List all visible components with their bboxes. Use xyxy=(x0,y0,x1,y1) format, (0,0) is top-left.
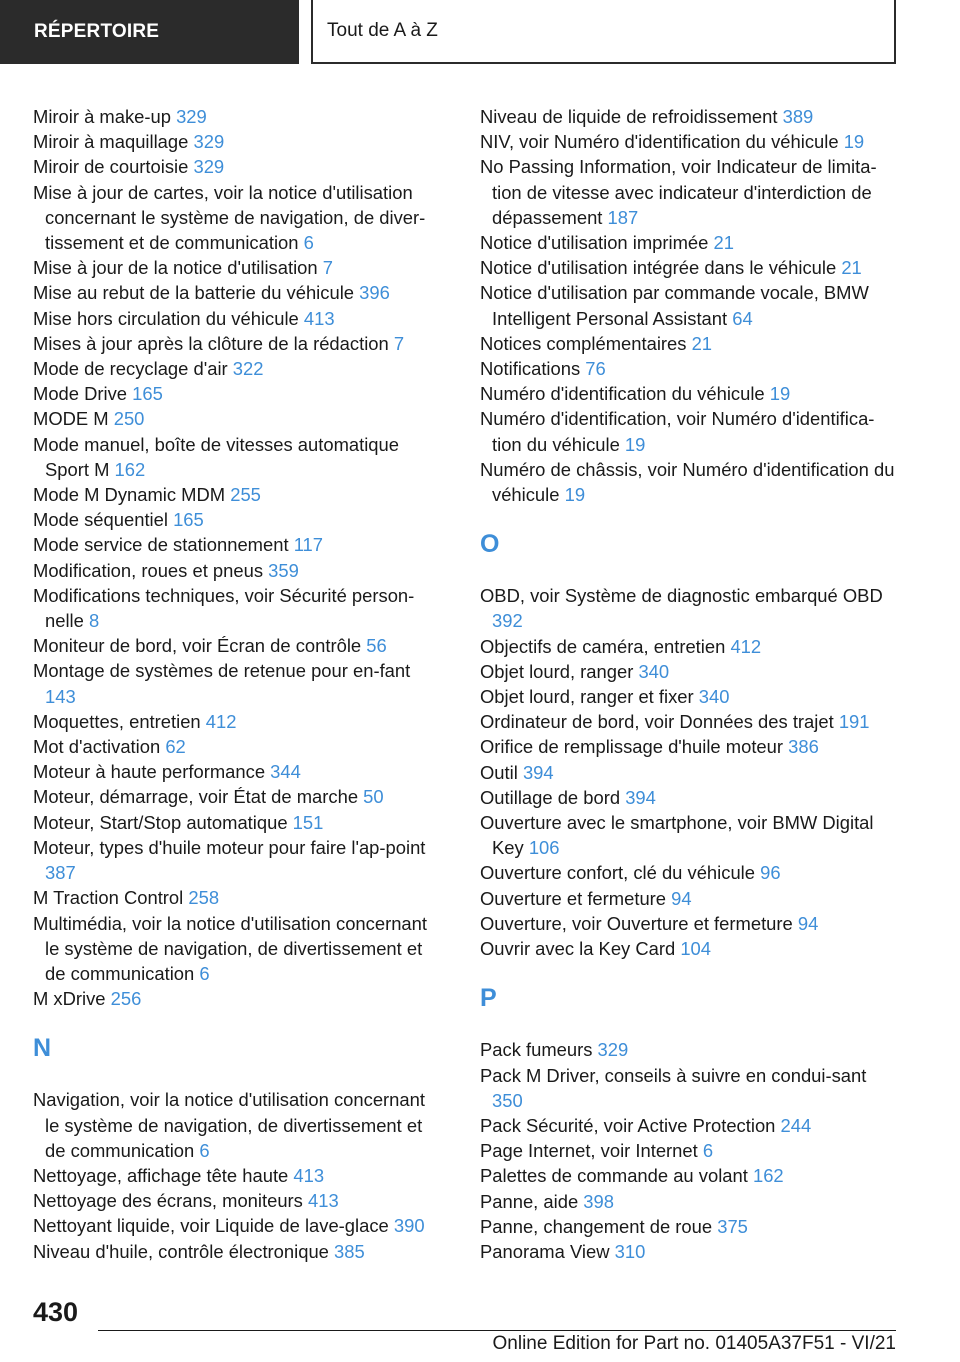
index-entry-text: Ouverture et fermeture xyxy=(480,887,672,909)
page-reference-link[interactable]: 19 xyxy=(769,383,791,405)
index-entry xyxy=(33,1087,443,1163)
index-entry xyxy=(33,356,443,381)
index-entry xyxy=(33,709,443,734)
page-reference-link[interactable]: 387 xyxy=(45,862,76,884)
index-entry xyxy=(33,911,443,987)
index-entry-text: Modifications techniques, voir Sécurité person‐nelle xyxy=(33,584,415,632)
index-entry xyxy=(33,406,443,431)
index-entry xyxy=(480,1163,895,1188)
index-entry xyxy=(480,1138,895,1163)
page-reference-link[interactable]: 104 xyxy=(680,938,712,960)
index-entry-text: Niveau de liquide de refroidissement xyxy=(480,106,783,127)
index-entry-text: Navigation, voir la notice d'utilisation concernant le système de navigation, de divertissement et de communication xyxy=(33,1089,425,1161)
index-entry-text: Ouverture, voir Ouverture et fermeture xyxy=(480,912,798,934)
index-entry-text: Miroir à make-up xyxy=(33,106,177,127)
index-entry xyxy=(33,381,443,406)
index-entry-text: Multimédia, voir la notice d'utilisation concernant le système de navigation, de divertissement et de communication xyxy=(33,912,427,984)
index-entry xyxy=(33,759,443,784)
index-entry-text: Panorama View xyxy=(480,1240,615,1262)
page-reference-link[interactable]: 329 xyxy=(193,156,225,178)
page-reference-link[interactable]: 19 xyxy=(624,433,646,455)
index-entry-text: Palettes de commande au volant xyxy=(480,1165,753,1187)
page-reference-link[interactable]: 394 xyxy=(522,761,554,783)
index-entry xyxy=(480,406,895,456)
index-entry xyxy=(480,936,895,961)
index-entry-text: Orifice de remplissage d'huile moteur xyxy=(480,736,789,758)
page-reference-link[interactable]: 394 xyxy=(625,786,656,808)
page-reference-link[interactable]: 19 xyxy=(843,131,865,153)
index-entry xyxy=(480,734,895,759)
index-entry-text: Notice d'utilisation par commande vocale, BMW Intelligent Personal Assistant xyxy=(480,282,869,329)
page-reference-link[interactable]: 19 xyxy=(564,484,586,506)
page-reference-link[interactable]: 6 xyxy=(199,962,210,984)
section-tab xyxy=(0,0,299,64)
index-entry xyxy=(33,835,443,885)
index-entry-text: Montage de systèmes de retenue pour en‐fant xyxy=(33,660,411,682)
page-reference-link[interactable]: 8 xyxy=(88,610,100,632)
index-entry xyxy=(480,457,895,507)
index-entry xyxy=(33,507,443,532)
page-reference-link[interactable]: 7 xyxy=(393,332,405,354)
index-entry-text: Moteur, démarrage, voir État de marche xyxy=(33,786,364,808)
page-reference-link[interactable]: 117 xyxy=(293,534,324,556)
index-entry-text: Numéro de châssis, voir Numéro d'identification du véhicule xyxy=(480,458,895,506)
index-entry-text: Moquettes, entretien xyxy=(33,710,206,732)
chapter-header xyxy=(311,0,896,64)
page-reference-link[interactable]: 143 xyxy=(45,685,76,707)
page-reference-link[interactable]: 413 xyxy=(303,307,335,329)
page-reference-link[interactable]: 396 xyxy=(359,282,390,304)
index-entry xyxy=(480,230,895,255)
page-reference-link[interactable]: 340 xyxy=(638,660,670,682)
index-entry xyxy=(480,1239,895,1264)
index-entry xyxy=(480,104,895,129)
page-reference-link[interactable]: 6 xyxy=(199,1139,210,1161)
index-entry-text: Numéro d'identification du véhicule xyxy=(480,383,770,405)
index-entry-text: M Traction Control xyxy=(33,887,189,909)
index-column-left xyxy=(33,104,443,1264)
index-entry xyxy=(33,583,443,633)
index-letter-heading: N xyxy=(33,1034,52,1063)
footer-divider xyxy=(98,1330,896,1331)
page-reference-link[interactable]: 21 xyxy=(841,257,862,279)
page-reference-link[interactable]: 165 xyxy=(132,383,163,405)
index-entry xyxy=(33,482,443,507)
index-entry-text: Mot d'activation xyxy=(33,736,166,758)
page-number: 430 xyxy=(33,1297,79,1327)
page-reference-link[interactable]: 6 xyxy=(702,1140,714,1162)
index-column-right xyxy=(480,104,895,1264)
page-reference-link[interactable]: 151 xyxy=(292,811,324,833)
index-entry-text: Outil xyxy=(480,761,523,783)
page-reference-link[interactable]: 386 xyxy=(788,736,819,758)
index-entry-text: Objet lourd, ranger et fixer xyxy=(480,686,699,708)
page-reference-link[interactable]: 162 xyxy=(114,458,146,480)
index-entry-text: Mode M Dynamic MDM xyxy=(33,484,231,506)
page-reference-link[interactable]: 329 xyxy=(176,106,207,127)
index-entry xyxy=(33,306,443,331)
index-entry xyxy=(480,129,895,154)
index-entry xyxy=(480,356,895,381)
index-entry-text: Objectifs de caméra, entretien xyxy=(480,635,731,657)
index-entry-text: Pack M Driver, conseils à suivre en condui‐sant xyxy=(480,1064,867,1086)
index-entry xyxy=(33,104,443,129)
index-entry-text: NIV, voir Numéro d'identification du véhicule xyxy=(480,131,844,153)
index-entry xyxy=(33,331,443,356)
page-reference-link[interactable]: 21 xyxy=(691,332,713,354)
index-entry xyxy=(33,885,443,910)
index-entry-text: Nettoyant liquide, voir Liquide de lave-glace xyxy=(33,1215,394,1237)
page-reference-link[interactable]: 412 xyxy=(730,635,762,657)
index-entry-text: Ordinateur de bord, voir Données des trajet xyxy=(480,711,839,733)
index-entry-text: Nettoyage des écrans, moniteurs xyxy=(33,1190,308,1212)
index-letter-heading: P xyxy=(480,984,497,1013)
index-entry-text: Notices complémentaires xyxy=(480,332,692,354)
page-reference-link[interactable]: 7 xyxy=(322,257,333,279)
index-entry xyxy=(480,1214,895,1239)
index-entry xyxy=(480,1113,895,1138)
index-entry-text: Panne, changement de roue xyxy=(480,1215,718,1237)
page-reference-link[interactable]: 162 xyxy=(752,1165,784,1187)
index-entry xyxy=(33,810,443,835)
index-entry xyxy=(480,1037,895,1062)
index-entry xyxy=(480,1063,895,1113)
page-reference-link[interactable]: 187 xyxy=(607,206,639,228)
index-entry-text: Mode de recyclage d'air xyxy=(33,358,233,380)
index-entry xyxy=(33,532,443,557)
index-entry-text: Moteur à haute performance xyxy=(33,761,271,783)
page-reference-link[interactable]: 255 xyxy=(230,484,261,506)
page-reference-link[interactable]: 329 xyxy=(193,131,225,153)
page-reference-link[interactable]: 322 xyxy=(232,358,264,380)
index-entry xyxy=(33,255,443,280)
index-entry-text: Moteur, Start/Stop automatique xyxy=(33,811,293,833)
index-entry xyxy=(480,255,895,280)
page-reference-link[interactable]: 389 xyxy=(782,106,814,127)
index-entry xyxy=(33,129,443,154)
index-entry xyxy=(480,860,895,885)
index-entry-text: M xDrive xyxy=(33,988,111,1010)
page-reference-link[interactable]: 413 xyxy=(307,1190,339,1212)
page-reference-link[interactable]: 340 xyxy=(698,686,730,708)
index-entry-text: Pack Sécurité, voir Active Protection xyxy=(480,1114,781,1136)
index-entry xyxy=(33,658,443,708)
index-entry-text: No Passing Information, voir Indicateur de limita‐tion de vitesse avec indicateur d'interdiction de dépassement xyxy=(480,156,877,228)
index-entry xyxy=(480,684,895,709)
page-reference-link[interactable]: 56 xyxy=(366,635,387,657)
index-entry xyxy=(480,154,895,230)
index-entry-text: Moteur, types d'huile moteur pour faire l'ap‐point xyxy=(33,836,426,858)
index-entry-text: Numéro d'identification, voir Numéro d'identifica‐tion du véhicule xyxy=(480,408,875,455)
index-entry-text: Panne, aide xyxy=(480,1190,584,1212)
index-entry xyxy=(480,785,895,810)
section-title: RÉPERTOIRE xyxy=(34,21,160,42)
index-entry-text: Ouvrir avec la Key Card xyxy=(480,938,681,960)
page-reference-link[interactable]: 413 xyxy=(293,1164,325,1186)
page-reference-link[interactable]: 250 xyxy=(113,408,145,430)
index-letter-heading: O xyxy=(480,530,500,559)
page-reference-link[interactable]: 165 xyxy=(173,509,204,531)
index-entry-text: Objet lourd, ranger xyxy=(480,660,639,682)
index-entry-text: Pack fumeurs xyxy=(480,1039,598,1061)
index-entry-text: Mode séquentiel xyxy=(33,509,174,531)
page-reference-link[interactable]: 375 xyxy=(717,1215,748,1237)
index-entry-text: MODE M xyxy=(33,408,114,430)
index-entry xyxy=(480,1189,895,1214)
page-reference-link[interactable]: 94 xyxy=(797,912,819,934)
page-reference-link[interactable]: 106 xyxy=(528,837,560,859)
index-entry xyxy=(480,280,895,330)
page-reference-link[interactable]: 385 xyxy=(334,1240,365,1262)
index-entry-text: Mises à jour après la clôture de la rédaction xyxy=(33,332,394,354)
page-reference-link[interactable]: 21 xyxy=(713,232,734,254)
index-entry-text: Miroir de courtoisie xyxy=(33,156,194,178)
index-entry-text: Ouverture confort, clé du véhicule xyxy=(480,862,761,884)
index-entry xyxy=(480,709,895,734)
page-reference-link[interactable]: 6 xyxy=(303,232,314,254)
index-entry xyxy=(480,331,895,356)
page-reference-link[interactable]: 310 xyxy=(614,1240,646,1262)
index-entry-text: Moniteur de bord, voir Écran de contrôle xyxy=(33,635,367,657)
index-entry xyxy=(33,558,443,583)
index-entry-text: Mode manuel, boîte de vitesses automatique Sport M xyxy=(33,433,399,480)
index-entry-text: Outillage de bord xyxy=(480,786,626,808)
page-reference-link[interactable]: 392 xyxy=(492,610,523,632)
index-entry xyxy=(33,986,443,1011)
index-entry xyxy=(480,659,895,684)
index-entry xyxy=(33,280,443,305)
index-entry-text: Notice d'utilisation imprimée xyxy=(480,232,714,254)
index-entry xyxy=(33,154,443,179)
index-entry xyxy=(480,583,895,633)
page-reference-link[interactable]: 64 xyxy=(732,307,753,329)
index-entry xyxy=(480,886,895,911)
page-reference-link[interactable]: 244 xyxy=(780,1114,812,1136)
index-entry xyxy=(33,1188,443,1213)
index-entry xyxy=(33,633,443,658)
index-entry-text: Notice d'utilisation intégrée dans le véhicule xyxy=(480,257,842,279)
index-entry-text: Notifications xyxy=(480,358,586,380)
index-entry-text: Nettoyage, affichage tête haute xyxy=(33,1164,294,1186)
page-reference-link[interactable]: 258 xyxy=(188,887,220,909)
index-entry xyxy=(33,180,443,256)
index-entry xyxy=(480,634,895,659)
page-reference-link[interactable]: 191 xyxy=(838,711,870,733)
page-reference-link[interactable]: 412 xyxy=(205,710,237,732)
index-entry xyxy=(480,911,895,936)
index-entry-text: Miroir à maquillage xyxy=(33,131,194,153)
index-entry xyxy=(33,1163,443,1188)
footer-edition: Online Edition for Part no. 01405A37F51 - VI/21 xyxy=(492,1333,896,1354)
page-reference-link[interactable]: 350 xyxy=(492,1089,523,1111)
index-entry-text: Niveau d'huile, contrôle électronique xyxy=(33,1240,335,1262)
index-entry-text: Mise au rebut de la batterie du véhicule xyxy=(33,282,360,304)
index-entry xyxy=(33,1239,443,1264)
index-entry-text: OBD, voir Système de diagnostic embarqué OBD xyxy=(480,585,883,607)
page-reference-link[interactable]: 398 xyxy=(583,1190,614,1212)
index-entry xyxy=(33,784,443,809)
page-reference-link[interactable]: 62 xyxy=(165,736,186,758)
index-entry xyxy=(480,381,895,406)
index-entry-text: Ouverture avec le smartphone, voir BMW Digital Key xyxy=(480,812,874,859)
index-entry xyxy=(33,432,443,482)
index-entry xyxy=(480,760,895,785)
index-entry-text: Mise à jour de la notice d'utilisation xyxy=(33,257,323,279)
index-entry xyxy=(33,734,443,759)
page-reference-link[interactable]: 390 xyxy=(393,1215,425,1237)
index-entry-text: Mise à jour de cartes, voir la notice d'utilisation concernant le système de navigation, de diver‐tissement et de communication xyxy=(33,181,426,254)
index-entry-text: Modification, roues et pneus xyxy=(33,559,269,581)
index-entry-text: Mode service de stationnement xyxy=(33,534,294,556)
page-reference-link[interactable]: 50 xyxy=(363,786,384,808)
page-reference-link[interactable]: 256 xyxy=(110,988,142,1010)
index-entry xyxy=(480,810,895,860)
index-entry xyxy=(33,1213,443,1238)
page-reference-link[interactable]: 359 xyxy=(268,559,299,581)
index-entry-text: Page Internet, voir Internet xyxy=(480,1140,703,1162)
page-reference-link[interactable]: 329 xyxy=(597,1039,629,1061)
index-entry-text: Mise hors circulation du véhicule xyxy=(33,307,304,329)
chapter-title: Tout de A à Z xyxy=(327,20,438,41)
page-reference-link[interactable]: 94 xyxy=(671,887,692,909)
page-reference-link[interactable]: 96 xyxy=(760,862,781,884)
page-reference-link[interactable]: 76 xyxy=(585,358,606,380)
index-entry-text: Mode Drive xyxy=(33,383,133,405)
page-reference-link[interactable]: 344 xyxy=(270,761,301,783)
